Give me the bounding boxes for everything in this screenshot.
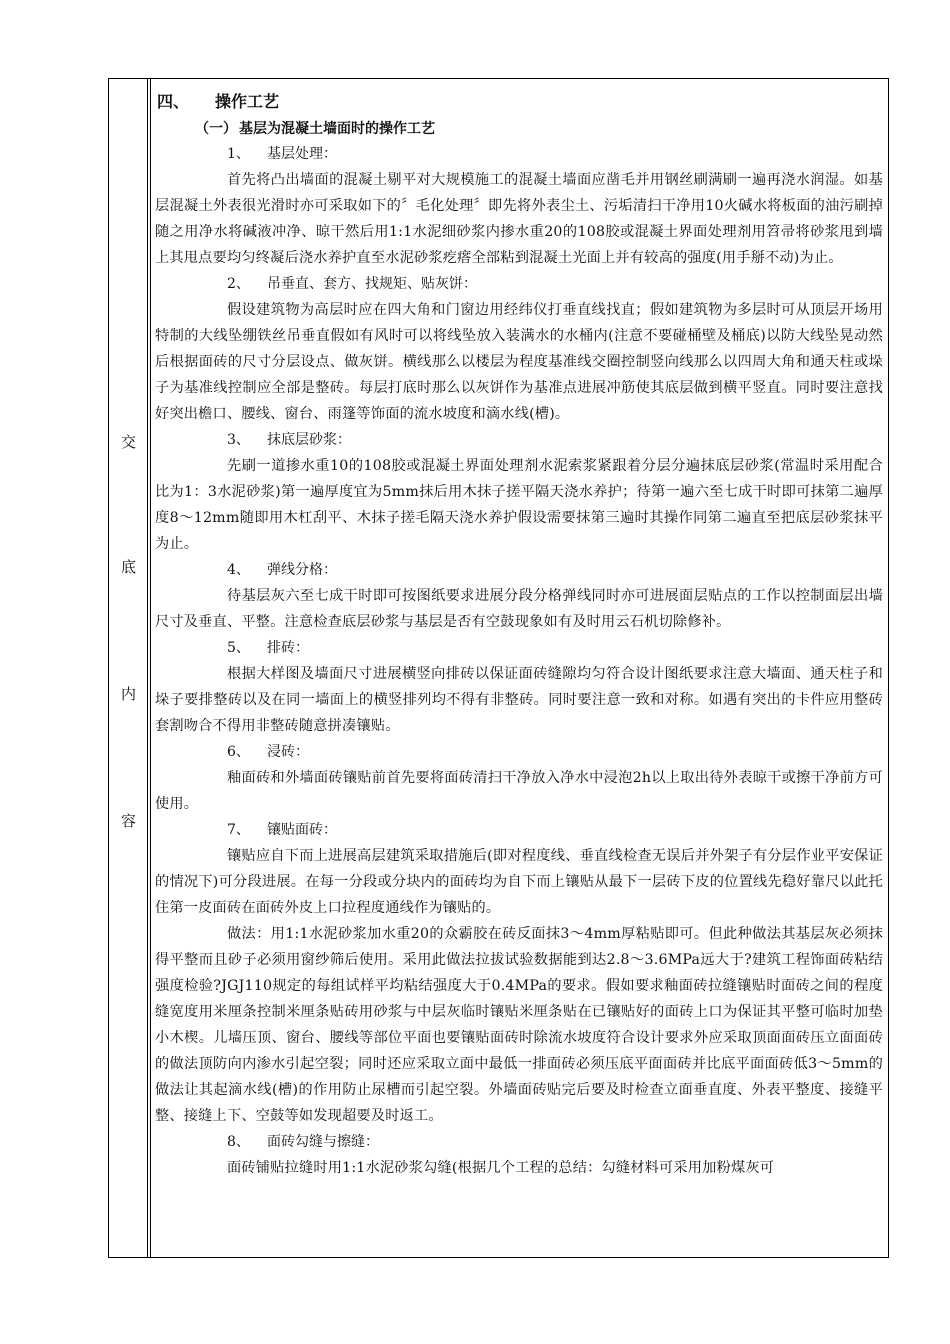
item-number: 4、 [227,562,250,578]
side-label-char: 容 [120,812,136,830]
paragraph: 首先将凸出墙面的混凝土剔平对大规模施工的混凝土墙面应凿毛并用钢丝刷满刷一遍再浇水润湿。如基层混凝土外表很光滑时亦可采取如下的〞毛化处理〞即先将外表尘土、污垢清扫干净用10火碱水将板面的油污刷掉随之用净水将碱液冲净、晾干然后用1:1水泥细砂浆内掺水重20的108胶或混凝土界面处理剂用笤帚将砂浆甩到墙上其甩点要均匀终凝后浇水养护直至水泥砂浆疙瘩全部粘到混凝土光面上并有较高的强度(用手掰不动)为止。 [155,172,883,266]
item-heading [227,739,883,765]
item-title: 抹底层砂浆： [267,432,351,448]
item-number: 6、 [227,744,250,760]
paragraph: 做法：用1:1水泥砂浆加水重20的众霸胶在砖反面抹3～4mm厚粘贴即可。但此种做法其基层灰必须抹得平整而且砂子必须用窗纱筛后使用。采用此做法拉拔试验数据能到达2.8～3.6MPa远大于?建筑工程饰面砖粘结强度检验?JGJ110规定的每组试样平均粘结强度大于0.4MPa的要求。假如要求釉面砖拉缝镶贴时面砖之间的程度缝宽度用米厘条控制米厘条贴砖用砂浆与中层灰临时镶贴米厘条贴在已镶贴好的面砖上口为保证其平整可临时加垫小木楔。儿墙压顶、窗台、腰线等部位平面也要镶贴面砖时除流水坡度符合设计要求外应采取顶面面砖压立面面砖的做法顶防向内渗水引起空裂；同时还应采取立面中最低一排面砖必须压底平面面砖并比底平面面砖低3～5mm的做法让其起滴水线(槽)的作用防止尿槽而引起空裂。外墙面砖贴完后要及时检查立面垂直度、外表平整度、接缝平整、接缝上下、空鼓等如发现超要及时返工。 [155,926,883,1124]
item-number: 5、 [227,640,250,656]
subsection-heading [195,117,883,141]
document-table [108,78,889,1258]
content-area [155,87,883,1181]
item-number: 8、 [227,1134,250,1150]
paragraph: 先刷一道掺水重10的108胶或混凝土界面处理剂水泥索浆紧跟着分层分遍抹底层砂浆(常温时采用配合比为1：3水泥砂浆)第一遍厚度宜为5mm抹后用木抹子搓平隔天浇水养护；待第一遍六至七成干时即可抹第二遍厚度8～12mm随即用木杠刮平、木抹子搓毛隔天浇水养护假设需要抹第三遍时其操作同第二遍直至把底层砂浆抹平为止。 [155,458,883,552]
paragraph: 釉面砖和外墙面砖镶贴前首先要将面砖清扫干净放入净水中浸泡2h以上取出待外表晾干或擦干净前方可使用。 [155,770,883,812]
item-title: 浸砖： [267,744,309,760]
subsection-title: 基层为混凝土墙面时的操作工艺 [239,121,435,137]
item-heading [227,427,883,453]
item-heading [227,1129,883,1155]
item-title: 面砖勾缝与擦缝： [267,1134,379,1150]
item-number: 1、 [227,146,250,162]
paragraph: 根据大样图及墙面尺寸进展横竖向排砖以保证面砖缝隙均匀符合设计图纸要求注意大墙面、通天柱子和垛子要排整砖以及在同一墙面上的横竖排列均不得有非整砖。同时要注意一致和对称。如遇有突出的卡件应用整砖套割吻合不得用非整砖随意拼凑镶贴。 [155,666,883,734]
item-number: 7、 [227,822,250,838]
side-label-char: 底 [120,558,136,576]
item-number: 3、 [227,432,250,448]
item-heading [227,635,883,661]
section-title: 操作工艺 [215,92,280,111]
section-number: 四、 [157,92,190,111]
item-title: 基层处理： [267,146,337,162]
item-title: 弹线分格： [267,562,337,578]
item-number: 2、 [227,276,250,292]
paragraph: 镶贴应自下而上进展高层建筑采取措施后(即对程度线、垂直线检查无误后并外架子有分层作业平安保证的情况下)可分段进展。在每一分段或分块内的面砖均为自下而上镶贴从最下一层砖下皮的位置线先稳好靠尺以此托住第一皮面砖在面砖外皮上口拉程度通线作为镶贴的。 [155,848,883,916]
section-heading [157,89,883,113]
side-label-char: 交 [120,433,136,451]
paragraph: 待基层灰六至七成干时即可按图纸要求进展分段分格弹线同时亦可进展面层贴点的工作以控制面层出墙尺寸及垂直、平整。注意检查底层砂浆与基层是否有空鼓现象如有及时用云石机切除修补。 [155,588,883,630]
column-divider [147,79,151,1257]
item-heading [227,817,883,843]
side-label-column [109,79,148,1257]
item-title: 吊垂直、套方、找规矩、贴灰饼： [267,276,477,292]
item-title: 排砖： [267,640,309,656]
subsection-number: （一） [195,121,237,137]
side-label-char: 内 [120,685,136,703]
item-heading [227,271,883,297]
item-heading [227,557,883,583]
item-title: 镶贴面砖： [267,822,337,838]
paragraph: 面砖铺贴拉缝时用1:1水泥砂浆勾缝(根据几个工程的总结：勾缝材料可采用加粉煤灰可 [227,1160,775,1176]
paragraph: 假设建筑物为高层时应在四大角和门窗边用经纬仪打垂直线找直；假如建筑物为多层时可从顶层开场用特制的大线坠绷铁丝吊垂直假如有风时可以将线坠放入装满水的水桶内(注意不要碰桶壁及桶底)以防大线坠晃动然后根据面砖的尺寸分层设点、做灰饼。横线那么以楼层为程度基准线交圈控制竖向线那么以四周大角和通天柱或垛子为基准线控制应全部是整砖。每层打底时那么以灰饼作为基准点进展冲筋使其底层做到横平竖直。同时要注意找好突出檐口、腰线、窗台、雨篷等饰面的流水坡度和滴水线(槽)。 [155,302,883,422]
item-heading [227,141,883,167]
